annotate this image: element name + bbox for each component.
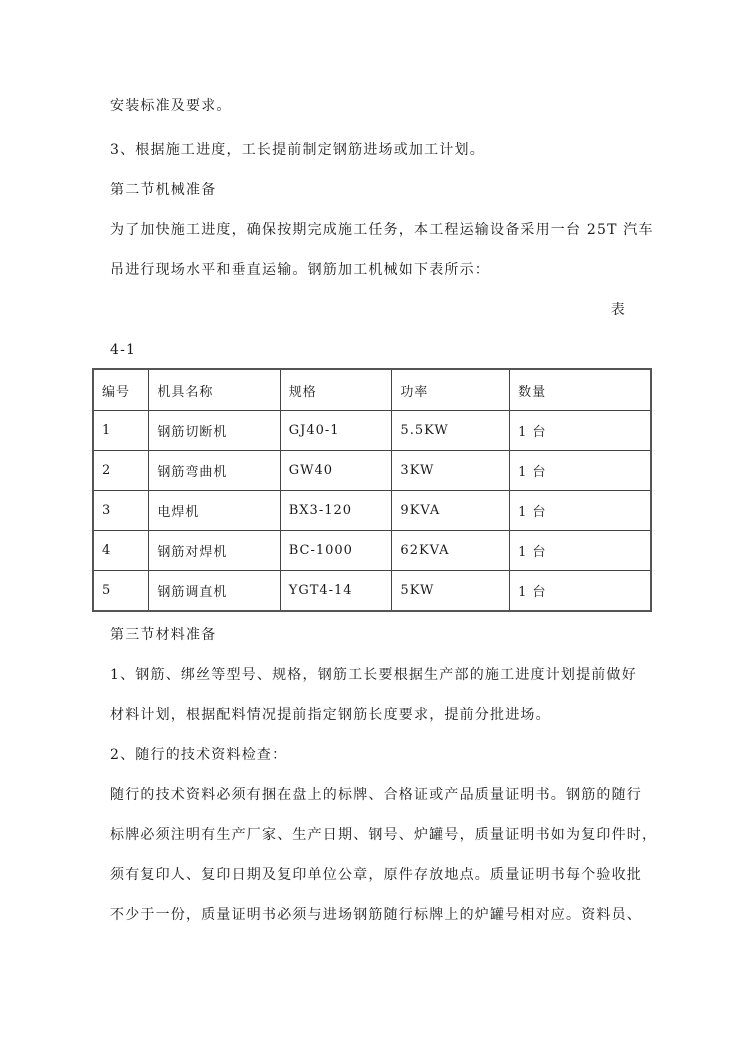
cell-spec: GJ40-1	[280, 411, 392, 451]
cell-spec: BC-1000	[280, 531, 392, 571]
cell-name: 钢筋调直机	[149, 571, 280, 612]
cell-name: 电焊机	[149, 491, 280, 531]
paragraph-docs-line4: 不少于一份，质量证明书必须与进场钢筋随行标牌上的炉罐号相对应。资料员、	[110, 907, 642, 923]
table-header-row	[93, 369, 651, 411]
cell-power: 5KW	[392, 571, 510, 612]
table-row	[93, 411, 651, 451]
cell-number: 4	[93, 531, 149, 571]
cell-quantity: 1 台	[510, 571, 651, 612]
paragraph-docs-line1: 随行的技术资料必须有捆在盘上的标牌、合格证或产品质量证明书。钢筋的随行	[110, 787, 642, 803]
header-cell-name: 机具名称	[149, 369, 280, 411]
paragraph-materials-item1-line2: 材料计划，根据配料情况提前指定钢筋长度要求，提前分批进场。	[110, 707, 551, 723]
cell-number: 3	[93, 491, 149, 531]
section-heading-materials: 第三节材料准备	[110, 627, 217, 643]
table-row	[93, 571, 651, 612]
cell-spec: YGT4-14	[280, 571, 392, 612]
paragraph-materials-item1-line1: 1、钢筋、绑丝等型号、规格，钢筋工长要根据生产部的施工进度计划提前做好	[110, 667, 637, 683]
paragraph-docs-line3: 须有复印人、复印日期及复印单位公章，原件存放地点。质量证明书每个验收批	[110, 867, 642, 883]
cell-name: 钢筋弯曲机	[149, 451, 280, 491]
cell-quantity: 1 台	[510, 451, 651, 491]
table-row	[93, 451, 651, 491]
cell-power: 9KVA	[392, 491, 510, 531]
cell-spec: GW40	[280, 451, 392, 491]
cell-quantity: 1 台	[510, 411, 651, 451]
paragraph-machinery-line2: 吊进行现场水平和垂直运输。钢筋加工机械如下表所示：	[110, 262, 490, 278]
cell-power: 62KVA	[392, 531, 510, 571]
cell-name: 钢筋切断机	[149, 411, 280, 451]
table-row	[93, 491, 651, 531]
cell-power: 3KW	[392, 451, 510, 491]
cell-number: 2	[93, 451, 149, 491]
header-cell-spec: 规格	[280, 369, 392, 411]
table-caption-number: 4-1	[110, 342, 137, 358]
header-cell-quantity: 数量	[510, 369, 651, 411]
cell-power: 5.5KW	[392, 411, 510, 451]
cell-number: 5	[93, 571, 149, 612]
header-cell-power: 功率	[392, 369, 510, 411]
section-heading-machinery: 第二节机械准备	[110, 182, 217, 198]
header-cell-number: 编号	[93, 369, 149, 411]
cell-quantity: 1 台	[510, 491, 651, 531]
equipment-table	[92, 368, 652, 612]
cell-number: 1	[93, 411, 149, 451]
paragraph-item-3: 3、根据施工进度，工长提前制定钢筋进场或加工计划。	[110, 142, 485, 158]
cell-name: 钢筋对焊机	[149, 531, 280, 571]
table-caption-label: 表	[610, 302, 626, 318]
paragraph-machinery-line1: 为了加快施工进度，确保按期完成施工任务，本工程运输设备采用一台 25T 汽车	[110, 222, 654, 238]
table-row	[93, 531, 651, 571]
cell-quantity: 1 台	[510, 531, 651, 571]
paragraph-docs-line2: 标牌必须注明有生产厂家、生产日期、钢号、炉罐号，质量证明书如为复印件时，	[110, 827, 658, 843]
paragraph-materials-item2: 2、随行的技术资料检查：	[110, 747, 288, 763]
paragraph-install-standard: 安装标准及要求。	[110, 98, 232, 114]
cell-spec: BX3-120	[280, 491, 392, 531]
